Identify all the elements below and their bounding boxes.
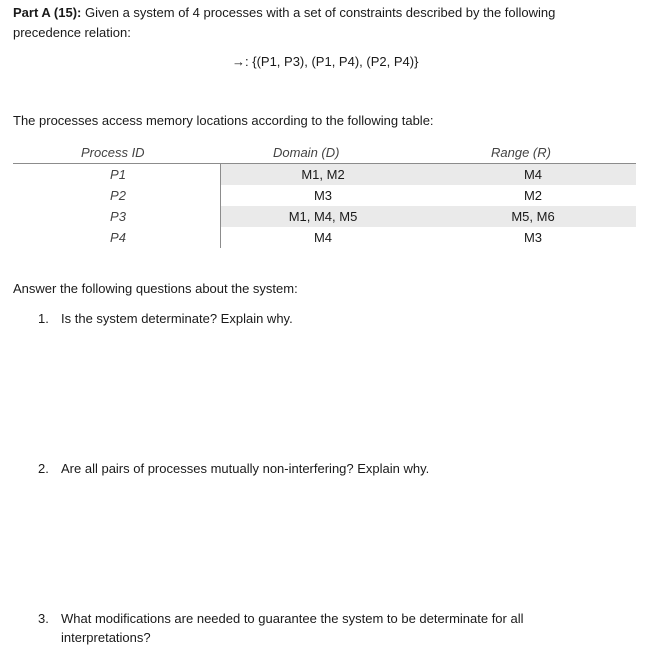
- cell-domain: M4: [313, 230, 333, 245]
- question-number: 1.: [38, 311, 49, 326]
- cell-process: P3: [110, 209, 126, 224]
- table-row: [13, 164, 636, 185]
- question-3: [38, 609, 578, 647]
- header-range: Range (R): [491, 145, 551, 160]
- question-text: Is the system determinate? Explain why.: [61, 311, 293, 326]
- intro-text: Given a system of 4 processes with a set of constraints described by the following precedence relation:: [13, 5, 556, 40]
- table-row: [13, 185, 636, 206]
- relation-text: : {(P1, P3), (P1, P4), (P2, P4)}: [245, 54, 419, 69]
- cell-process: P1: [110, 167, 126, 182]
- cell-range: M4: [523, 167, 543, 182]
- question-text: What modifications are needed to guarantee the system to be determinate for all interpretations?: [61, 611, 524, 645]
- part-label: Part A (15):: [13, 5, 82, 20]
- table-header: [13, 143, 636, 164]
- question-2: [38, 459, 598, 478]
- table-row: [13, 227, 636, 248]
- cell-process: P2: [110, 188, 126, 203]
- cell-domain: M3: [313, 188, 333, 203]
- arrow-icon: →: [232, 54, 245, 69]
- table-intro: The processes access memory locations according to the following table:: [13, 113, 434, 128]
- cell-domain: M1, M2: [301, 167, 345, 182]
- precedence-relation: [232, 52, 418, 72]
- question-number: 3.: [38, 611, 49, 626]
- intro-paragraph: [13, 3, 613, 43]
- cell-domain: M1, M4, M5: [288, 209, 358, 224]
- question-1: [38, 309, 598, 328]
- cell-process: P4: [110, 230, 126, 245]
- memory-access-table: [13, 143, 636, 248]
- cell-range: M3: [523, 230, 543, 245]
- header-process-id: Process ID: [81, 145, 145, 160]
- question-number: 2.: [38, 461, 49, 476]
- table-row: [13, 206, 636, 227]
- header-domain: Domain (D): [273, 145, 340, 160]
- cell-range: M2: [523, 188, 543, 203]
- cell-range: M5, M6: [511, 209, 555, 224]
- question-text: Are all pairs of processes mutually non-interfering? Explain why.: [61, 461, 430, 476]
- questions-intro: Answer the following questions about the system:: [13, 281, 298, 296]
